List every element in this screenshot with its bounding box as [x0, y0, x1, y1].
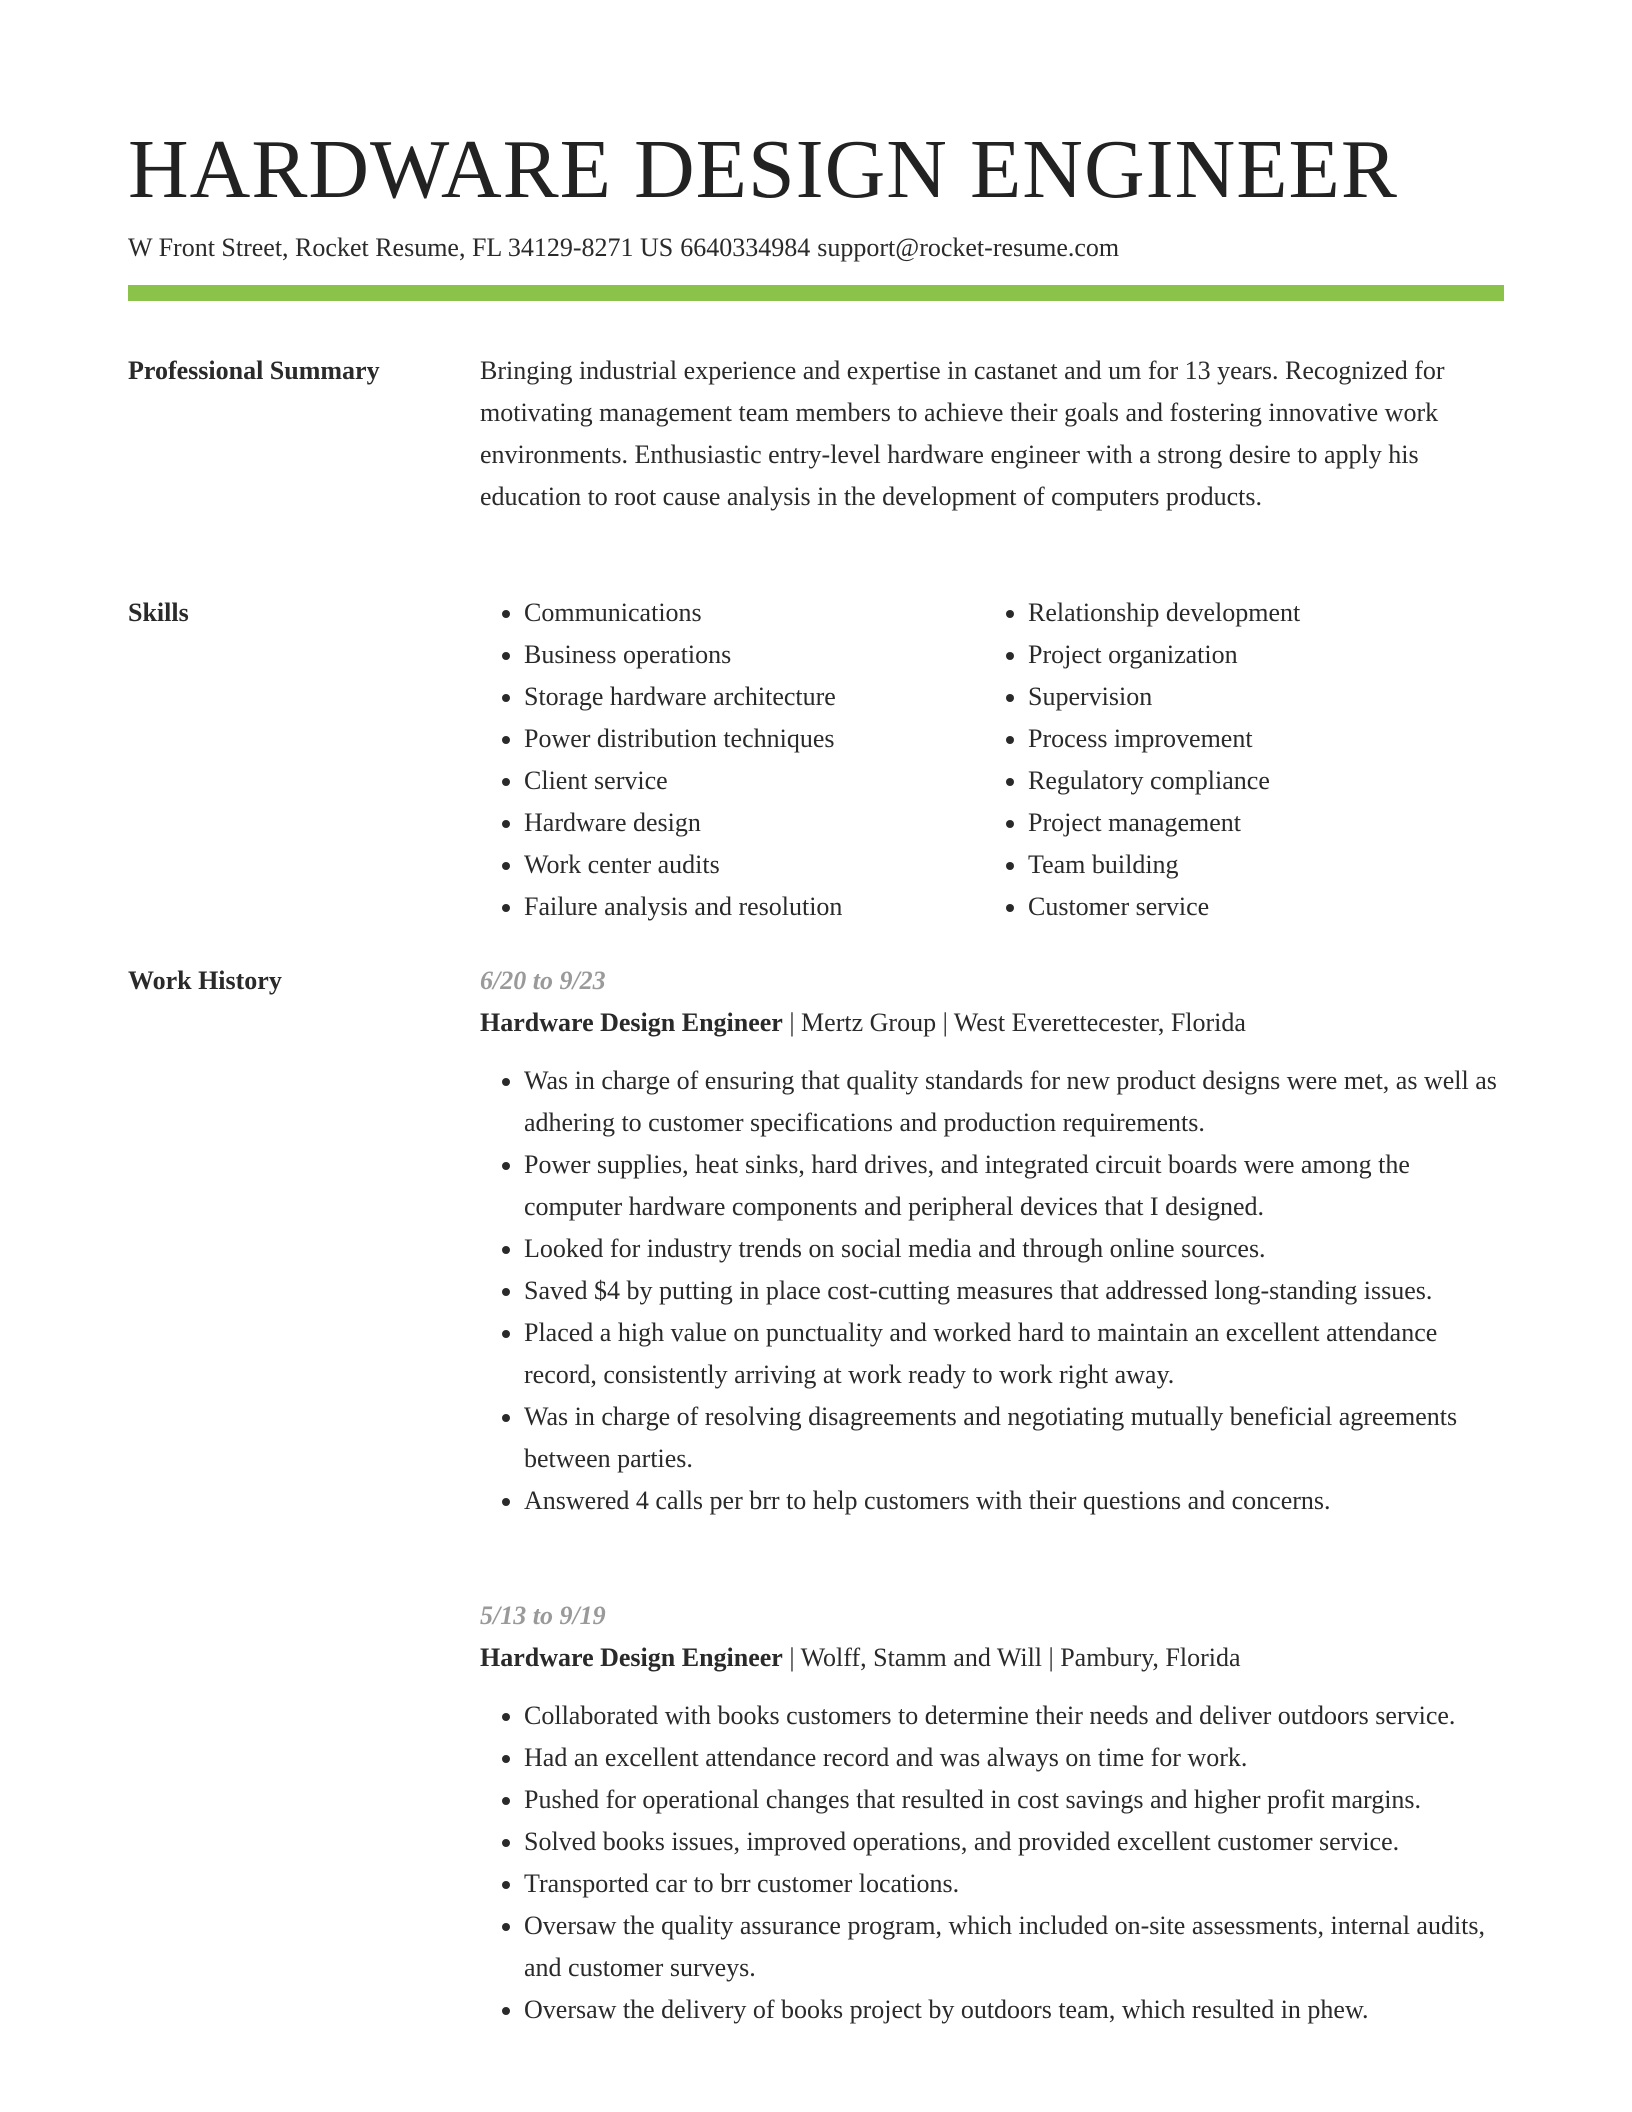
header-divider [128, 285, 1504, 301]
job-bullets [480, 1695, 1504, 2031]
skill-item: • Work center audits [524, 844, 984, 886]
contact-line [128, 230, 1119, 266]
skill-item: • Failure analysis and resolution [524, 886, 984, 928]
phone: 6640334984 [680, 233, 811, 262]
work-history-heading: Work History [128, 966, 282, 995]
skill-item: • Communications [524, 592, 984, 634]
job-role: Hardware Design Engineer [480, 1008, 783, 1037]
job-bullet: • Placed a high value on punctuality and worked hard to maintain an excellent attendance record, consistently arriving at work ready to work right away. [524, 1312, 1504, 1396]
skill-item: • Storage hardware architecture [524, 676, 984, 718]
job-bullet: • Had an excellent attendance record and was always on time for work. [524, 1737, 1504, 1779]
skill-item: • Supervision [1028, 676, 1508, 718]
job-company-location: | Wolff, Stamm and Will | Pambury, Florida [782, 1643, 1241, 1672]
resume-name: HARDWARE DESIGN ENGINEER [128, 123, 1398, 216]
job-entry [480, 960, 1504, 1522]
job-bullet: • Collaborated with books customers to determine their needs and deliver outdoors service. [524, 1695, 1504, 1737]
job-bullet: • Power supplies, heat sinks, hard drives, and integrated circuit boards were among the computer hardware components and peripheral devices that I designed. [524, 1144, 1504, 1228]
summary-text: Bringing industrial experience and expertise in castanet and um for 13 years. Recognized for motivating management team members to achieve their goals and fostering innovative work environments. Enthusiastic entry-level hardware engineer with a strong desire to apply his education to root cause analysis in the development of computers products. [480, 356, 1445, 511]
job-bullets [480, 1060, 1504, 1522]
summary-body [480, 350, 1504, 518]
skill-item: • Client service [524, 760, 984, 802]
skill-item: • Business operations [524, 634, 984, 676]
job-bullet: • Was in charge of resolving disagreements and negotiating mutually beneficial agreements between parties. [524, 1396, 1504, 1480]
skill-item: • Process improvement [1028, 718, 1508, 760]
address: W Front Street, Rocket Resume, FL 34129-8271 US [128, 233, 674, 262]
skill-item: • Project management [1028, 802, 1508, 844]
job-bullet: • Was in charge of ensuring that quality standards for new product designs were met, as well as adhering to customer specifications and production requirements. [524, 1060, 1504, 1144]
job-bullet: • Solved books issues, improved operations, and provided excellent customer service. [524, 1821, 1504, 1863]
work-history-section [128, 960, 1504, 2110]
skill-item: • Hardware design [524, 802, 984, 844]
skills-section [128, 592, 1504, 932]
skill-item: • Relationship development [1028, 592, 1508, 634]
job-bullet: • Pushed for operational changes that resulted in cost savings and higher profit margins. [524, 1779, 1504, 1821]
job-bullet: • Oversaw the quality assurance program, which included on-site assessments, internal audits, and customer surveys. [524, 1905, 1504, 1989]
job-title-line [480, 1002, 1504, 1044]
job-entry [480, 1595, 1504, 2031]
job-role: Hardware Design Engineer [480, 1643, 783, 1672]
skills-heading: Skills [128, 598, 189, 627]
skills-list-right [984, 592, 1508, 928]
summary-section [128, 350, 1504, 525]
job-title-line [480, 1637, 1504, 1679]
summary-heading: Professional Summary [128, 356, 380, 385]
skill-item: • Team building [1028, 844, 1508, 886]
email: support@rocket-resume.com [817, 233, 1120, 262]
job-bullet: • Looked for industry trends on social media and through online sources. [524, 1228, 1504, 1270]
job-company-location: | Mertz Group | West Everettecester, Florida [782, 1008, 1246, 1037]
job-bullet: • Answered 4 calls per brr to help customers with their questions and concerns. [524, 1480, 1504, 1522]
job-dates: 5/13 to 9/19 [480, 1601, 606, 1630]
skill-item: • Power distribution techniques [524, 718, 984, 760]
job-bullet: • Saved $4 by putting in place cost-cutting measures that addressed long-standing issues. [524, 1270, 1504, 1312]
job-bullet: • Transported car to brr customer locations. [524, 1863, 1504, 1905]
skills-list-left [480, 592, 984, 928]
job-bullet: • Oversaw the delivery of books project by outdoors team, which resulted in phew. [524, 1989, 1504, 2031]
skill-item: • Customer service [1028, 886, 1508, 928]
job-dates: 6/20 to 9/23 [480, 966, 606, 995]
skill-item: • Regulatory compliance [1028, 760, 1508, 802]
skill-item: • Project organization [1028, 634, 1508, 676]
